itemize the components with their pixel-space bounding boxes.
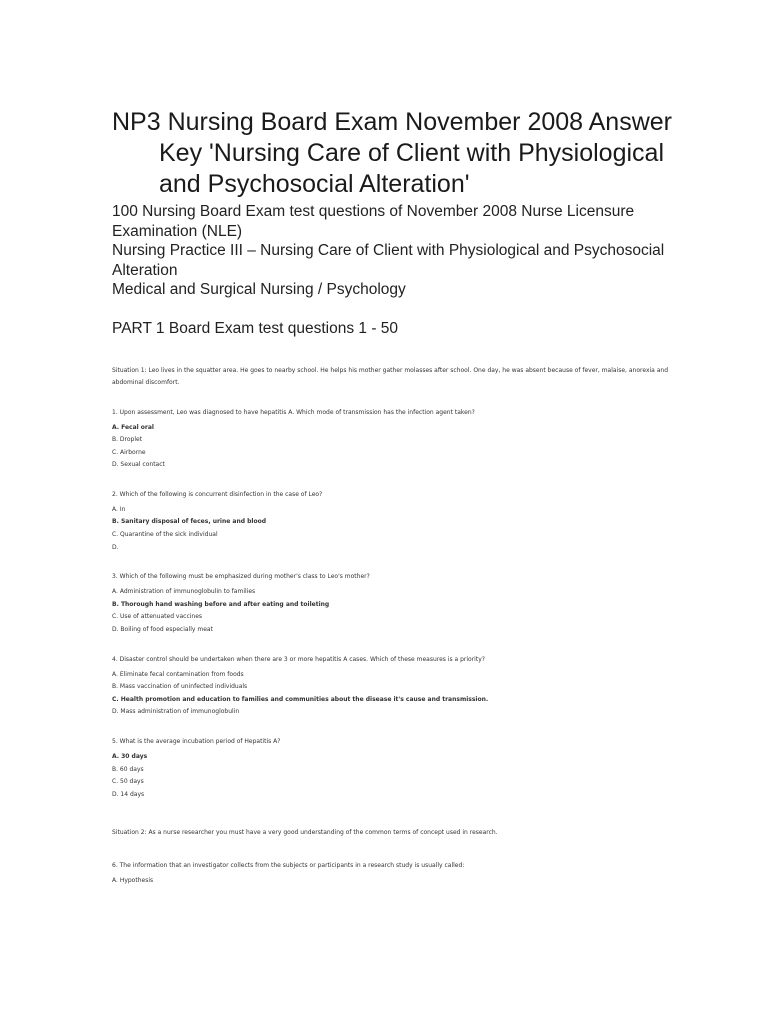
answer-option: A. In [112,505,126,513]
question-stem: 5. What is the average incubation period of Hepatitis A? [112,738,281,745]
answer-option: B. 60 days [112,765,144,773]
answer-option: D. [112,543,119,551]
document-page [112,107,672,887]
exam-body [112,365,672,888]
question-stem: 2. Which of the following is concurrent disinfection in the case of Leo? [112,490,323,498]
answer-option: B. Mass vaccination of uninfected individuals [112,683,248,691]
question-5 [112,735,672,801]
answer-option: D. Boiling of food especially meat [112,626,213,634]
answer-option: A. Eliminate fecal contamination from foods [112,670,244,678]
question-4 [112,653,672,719]
situation-2-block [112,827,672,840]
answer-option: D. 14 days [112,790,145,798]
answer-option-correct: C. Health promotion and education to families and communities about the disease it's cause and transmission. [112,695,489,703]
answer-option: B. Droplet [112,436,143,444]
answer-option-correct: A. Fecal oral [112,423,154,431]
subheading-nursing-practice: Nursing Practice III – Nursing Care of Client with Physiological and Psychosocial Alteration [112,242,665,279]
answer-option: C. Airborne [112,448,146,456]
subheadings [112,202,672,300]
question-stem: 1. Upon assessment, Leo was diagnosed to have hepatitis A. Which mode of transmission has the infection agent taken? [112,408,475,416]
question-1 [112,406,672,472]
document-title: NP3 Nursing Board Exam November 2008 Answer Key 'Nursing Care of Client with Physiological and Psychosocial Alteration' [112,108,672,198]
answer-option: C. Use of attenuated vaccines [112,613,203,621]
answer-option: C. Quarantine of the sick individual [112,531,218,539]
question-stem: 4. Disaster control should be undertaken when there are 3 or more hepatitis A cases. Which of these measures is a priority? [112,655,485,663]
situation-1: Situation 1: Leo lives in the squatter area. He goes to nearby school. He helps his mother gather molasses after school. One day, he was absent because of fever, malaise, anorexia and abdominal discomfort. [112,366,669,386]
answer-option: D. Mass administration of immunoglobulin [112,708,240,716]
question-6 [112,859,672,888]
subheading-nle: 100 Nursing Board Exam test questions of November 2008 Nurse Licensure Examination (NLE) [112,203,635,240]
question-stem: 3. Which of the following must be emphasized during mother's class to Leo's mother? [112,573,370,581]
answer-option: A. Administration of immunoglobulin to families [112,588,256,596]
answer-option: A. Hypothesis [112,876,154,884]
subheading-specialty: Medical and Surgical Nursing / Psychology [112,281,406,298]
part-heading: PART 1 Board Exam test questions 1 - 50 [112,319,399,337]
answer-option: C. 50 days [112,778,144,786]
answer-option: D. Sexual contact [112,461,165,469]
question-3 [112,570,672,636]
answer-option-correct: B. Thorough hand washing before and after eating and toileting [112,600,330,608]
question-stem: 6. The information that an investigator collects from the subjects or participants in a research study is usually called: [112,861,465,869]
answer-option-correct: A. 30 days [112,753,148,760]
question-2 [112,488,672,554]
answer-option-correct: B. Sanitary disposal of feces, urine and blood [112,518,266,526]
situation-2: Situation 2: As a nurse researcher you must have a very good understanding of the common terms of concept used in research. [112,829,498,837]
